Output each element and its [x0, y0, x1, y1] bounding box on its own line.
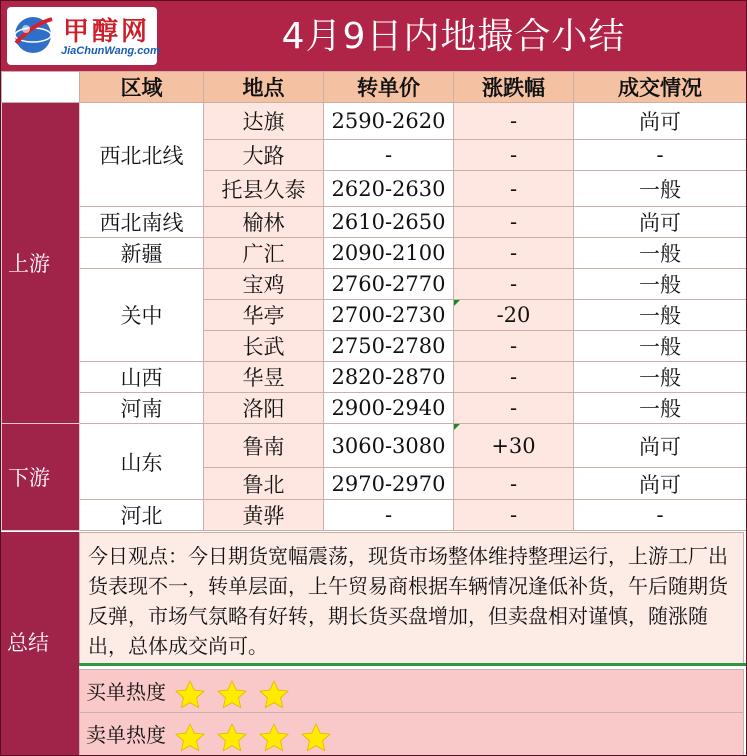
location-cell: 广汇: [204, 238, 324, 269]
change-cell: -: [454, 140, 574, 171]
deal-cell: -: [574, 500, 747, 531]
star-icon: [174, 679, 206, 711]
region-cell: 西北北线: [80, 103, 204, 207]
summary-section: [79, 532, 746, 755]
table-row: [2, 207, 747, 238]
location-cell: 宝鸡: [204, 269, 324, 300]
deal-cell: 一般: [574, 300, 747, 331]
change-cell: -: [454, 207, 574, 238]
logo-cn-text: 甲醇网: [63, 17, 151, 47]
market-opinion-text: 今日观点：今日期货宽幅震荡，现货市场整体维持整理运行，上游工厂出货表现不一，转单层面，上午贸易商根据车辆情况逢低补货，午后随期货反弹，市场气氛略有好转，期长货买盘增加，但卖盘相对谨慎，随涨随出，总体成交尚可。: [79, 532, 744, 664]
region-cell: 河南: [80, 393, 204, 424]
deal-cell: 尚可: [574, 103, 747, 140]
deal-cell: -: [574, 140, 747, 171]
globe-swoosh-logo: [12, 13, 54, 55]
deal-cell: 一般: [574, 171, 747, 207]
price-cell: 3060-3080: [324, 424, 454, 468]
page-title: 4月9日内地撮合小结: [281, 16, 626, 57]
deal-cell: 尚可: [574, 207, 747, 238]
col-header-price: 转单价: [324, 72, 454, 103]
table-row: [2, 424, 747, 468]
price-cell: 2090-2100: [324, 238, 454, 269]
change-cell: -: [454, 500, 574, 531]
table-row: [2, 362, 747, 393]
deal-cell: 尚可: [574, 468, 747, 500]
price-cell: 2620-2630: [324, 171, 454, 207]
table-row: [2, 393, 747, 424]
price-cell: 2700-2730: [324, 300, 454, 331]
star-icon: [216, 679, 248, 711]
deal-cell: 一般: [574, 331, 747, 362]
change-cell: -: [454, 393, 574, 424]
price-cell: 2820-2870: [324, 362, 454, 393]
change-cell: -: [454, 171, 574, 207]
location-cell: 托县久泰: [204, 171, 324, 207]
location-cell: 达旗: [204, 103, 324, 140]
deal-cell: 一般: [574, 393, 747, 424]
region-cell: 新疆: [80, 238, 204, 269]
region-cell: 关中: [80, 269, 204, 362]
sell-heat-row: [79, 712, 744, 756]
star-icon: [258, 679, 290, 711]
table-row: [2, 238, 747, 269]
star-icon: [300, 722, 332, 754]
location-cell: 长武: [204, 331, 324, 362]
star-icon: [216, 722, 248, 754]
table-row: [2, 500, 747, 531]
change-cell: -: [454, 362, 574, 393]
location-cell: 鲁南: [204, 424, 324, 468]
sell-heat-label: 卖单热度: [86, 723, 166, 747]
location-cell: 鲁北: [204, 468, 324, 500]
zone-downstream: 下游: [2, 424, 80, 531]
zone-upstream: 上游: [2, 103, 80, 424]
change-cell: -: [454, 103, 574, 140]
location-cell: 华昱: [204, 362, 324, 393]
change-cell: -: [454, 269, 574, 300]
price-cell: -: [324, 140, 454, 171]
deal-cell: 一般: [574, 362, 747, 393]
price-cell: 2590-2620: [324, 103, 454, 140]
zone-summary: 总结: [1, 532, 79, 755]
change-cell: -: [454, 238, 574, 269]
region-cell: 河北: [80, 500, 204, 531]
col-header-deal: 成交情况: [574, 72, 747, 103]
title-banner: [1, 1, 746, 71]
price-table: [1, 71, 747, 531]
deal-cell: 一般: [574, 269, 747, 300]
col-header-change: 涨跌幅: [454, 72, 574, 103]
price-cell: 2750-2780: [324, 331, 454, 362]
col-header-location: 地点: [204, 72, 324, 103]
price-cell: 2900-2940: [324, 393, 454, 424]
location-cell: 榆林: [204, 207, 324, 238]
change-cell: -20: [454, 300, 574, 331]
region-cell: 山西: [80, 362, 204, 393]
buy-heat-row: [79, 669, 744, 713]
change-cell: -: [454, 468, 574, 500]
location-cell: 大路: [204, 140, 324, 171]
location-cell: 黄骅: [204, 500, 324, 531]
sell-heat-stars: [174, 715, 342, 756]
price-cell: -: [324, 500, 454, 531]
site-logo: [7, 7, 160, 65]
location-cell: 洛阳: [204, 393, 324, 424]
deal-cell: 尚可: [574, 424, 747, 468]
price-cell: 2970-2970: [324, 468, 454, 500]
col-header-region: 区域: [80, 72, 204, 103]
logo-en-text: JiaChunWang.com: [61, 45, 160, 57]
price-cell: 2610-2650: [324, 207, 454, 238]
table-row: [2, 269, 747, 300]
star-icon: [258, 722, 290, 754]
star-icon: [174, 722, 206, 754]
location-cell: 华亭: [204, 300, 324, 331]
table-header-row: [2, 72, 747, 103]
buy-heat-stars: [174, 672, 300, 716]
buy-heat-label: 买单热度: [86, 680, 166, 704]
deal-cell: 一般: [574, 238, 747, 269]
price-cell: 2760-2770: [324, 269, 454, 300]
region-cell: 山东: [80, 424, 204, 500]
divider-line: [79, 663, 746, 666]
table-row: [2, 103, 747, 140]
change-cell: +30: [454, 424, 574, 468]
region-cell: 西北南线: [80, 207, 204, 238]
corner-cell: [2, 72, 80, 103]
change-cell: -: [454, 331, 574, 362]
